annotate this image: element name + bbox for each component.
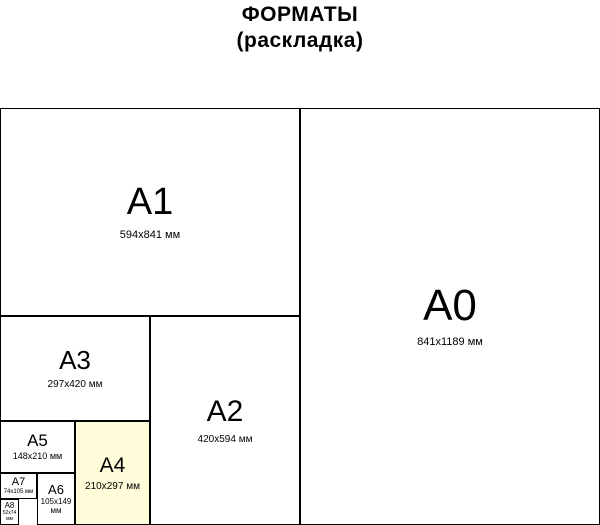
format-name-a4: A4 — [99, 453, 126, 477]
format-box-a3 — [0, 316, 150, 421]
title-line-secondary: (раскладка) — [236, 29, 364, 52]
diagram-title — [0, 0, 600, 54]
format-dims-a5: 148x210 мм — [12, 451, 63, 462]
title-line-primary: ФОРМАТЫ — [241, 3, 359, 26]
format-box-a0 — [300, 108, 600, 525]
format-dims-a8: 52x74 мм — [2, 510, 17, 522]
format-dims-a7: 74x105 мм — [3, 488, 34, 495]
format-dims-a1: 594x841 мм — [119, 228, 181, 241]
format-name-a2: A2 — [206, 394, 244, 428]
format-dims-a2: 420x594 мм — [197, 433, 253, 445]
paper-format-layout-diagram — [0, 108, 600, 525]
format-box-a4 — [75, 421, 150, 525]
format-box-a6 — [37, 473, 75, 525]
format-dims-a0: 841x1189 мм — [417, 336, 483, 349]
format-dims-a6: 105x149 мм — [40, 497, 72, 515]
format-name-a7: A7 — [11, 475, 26, 488]
format-name-a8: A8 — [4, 501, 15, 511]
format-name-a0: A0 — [423, 281, 477, 331]
format-name-a5: A5 — [27, 431, 48, 451]
format-box-a5 — [0, 421, 75, 473]
format-dims-a4: 210x297 мм — [85, 480, 140, 492]
format-name-a1: A1 — [126, 180, 174, 223]
format-box-a1 — [0, 108, 300, 316]
format-name-a3: A3 — [59, 345, 91, 375]
format-box-a8 — [0, 499, 19, 525]
format-dims-a3: 297x420 мм — [47, 379, 103, 390]
format-box-a7 — [0, 473, 37, 499]
format-box-a2 — [150, 316, 300, 525]
format-name-a6: A6 — [48, 482, 64, 498]
